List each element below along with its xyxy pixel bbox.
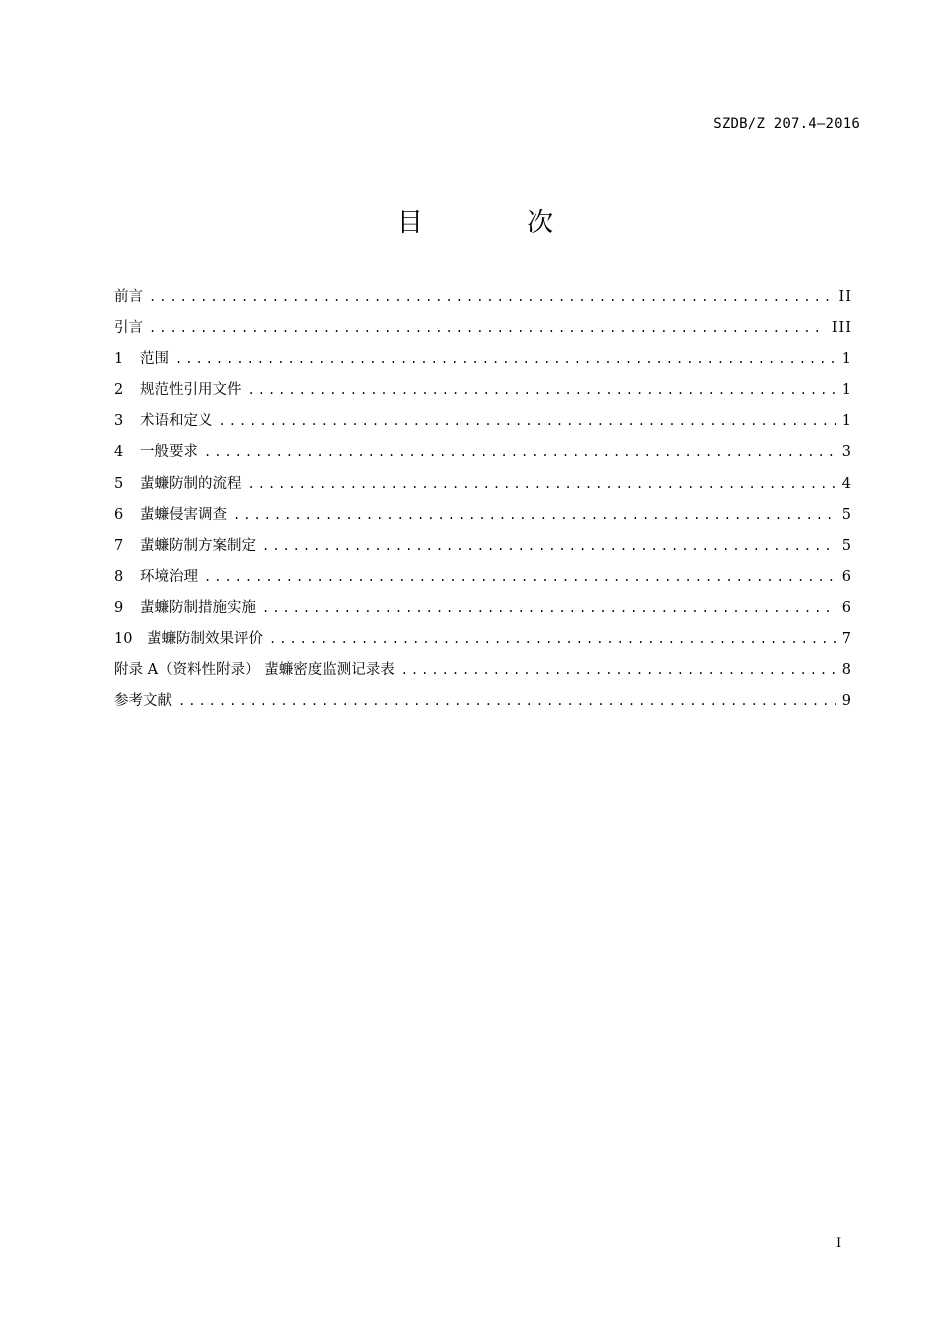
toc-entry-page: 4 [841, 475, 852, 492]
toc-entry-label: 参考文献 [114, 693, 172, 710]
page-number: I [836, 1236, 842, 1251]
toc-entry-appendix-a[interactable] [114, 659, 852, 690]
toc-entry-number: 4 [114, 444, 124, 461]
toc-entry-page: 5 [841, 506, 852, 523]
toc-entry-label: 一般要求 [140, 444, 198, 461]
toc-entry-9[interactable] [114, 597, 852, 628]
toc-entry-number: 2 [114, 382, 124, 399]
toc-entry-foreword[interactable] [114, 286, 852, 317]
dot-leader [149, 286, 833, 308]
toc-entry-number: 7 [114, 537, 124, 554]
toc-entry-label: 规范性引用文件 [140, 382, 242, 399]
dot-leader [175, 348, 836, 370]
toc-entry-4[interactable] [114, 441, 852, 472]
toc-entry-label: 范围 [140, 351, 169, 368]
toc-entry-references[interactable] [114, 690, 852, 721]
dot-leader [178, 690, 836, 712]
toc-entry-3[interactable] [114, 410, 852, 441]
toc-entry-number: 6 [114, 506, 124, 523]
toc-entry-page: 1 [841, 413, 852, 430]
toc-entry-label: 蜚蠊防制方案制定 [140, 537, 256, 554]
toc-entry-page: 6 [841, 599, 852, 616]
toc-entry-number: 9 [114, 599, 124, 616]
toc-entry-5[interactable] [114, 473, 852, 504]
table-of-contents [114, 286, 852, 721]
toc-entry-page: 6 [841, 568, 852, 585]
toc-entry-10[interactable] [114, 628, 852, 659]
dot-leader [219, 410, 836, 432]
toc-entry-page: II [838, 289, 852, 305]
toc-entry-page: 9 [841, 693, 852, 710]
dot-leader [262, 535, 836, 557]
toc-entry-page: III [831, 320, 852, 337]
dot-leader [248, 379, 836, 401]
dot-leader [233, 504, 836, 526]
toc-entry-7[interactable] [114, 535, 852, 566]
dot-leader [204, 441, 836, 463]
toc-entry-1[interactable] [114, 348, 852, 379]
toc-entry-page: 5 [841, 537, 852, 554]
dot-leader [269, 628, 836, 650]
toc-entry-label: 附录 A（资料性附录） 蜚蠊密度监测记录表 [114, 662, 395, 679]
toc-entry-page: 1 [841, 382, 852, 399]
toc-entry-label: 蜚蠊防制措施实施 [140, 599, 256, 616]
dot-leader [149, 317, 826, 339]
dot-leader [262, 597, 836, 619]
dot-leader [248, 473, 836, 495]
toc-entry-page: 7 [841, 631, 852, 648]
toc-entry-page: 8 [841, 662, 852, 679]
toc-entry-2[interactable] [114, 379, 852, 410]
toc-entry-page: 1 [841, 351, 852, 368]
toc-entry-number: 5 [114, 475, 124, 492]
page-title: 目 次 [396, 208, 602, 238]
toc-entry-label: 术语和定义 [140, 413, 213, 430]
dot-leader [401, 659, 836, 681]
toc-entry-label: 环境治理 [140, 568, 198, 585]
document-code: SZDB/Z 207.4—2016 [713, 116, 860, 132]
toc-entry-8[interactable] [114, 566, 852, 597]
toc-entry-page: 3 [841, 444, 852, 461]
toc-entry-label: 蜚蠊防制效果评价 [147, 631, 263, 648]
toc-entry-label: 蜚蠊侵害调查 [140, 506, 227, 523]
toc-entry-number: 10 [114, 631, 133, 648]
toc-entry-number: 8 [114, 568, 124, 585]
toc-entry-introduction[interactable] [114, 317, 852, 348]
dot-leader [204, 566, 836, 588]
toc-entry-number: 1 [114, 351, 124, 368]
toc-entry-number: 3 [114, 413, 124, 430]
toc-entry-label: 引言 [114, 320, 143, 337]
toc-entry-6[interactable] [114, 504, 852, 535]
toc-entry-label: 前言 [114, 289, 143, 305]
toc-entry-label: 蜚蠊防制的流程 [140, 475, 242, 492]
